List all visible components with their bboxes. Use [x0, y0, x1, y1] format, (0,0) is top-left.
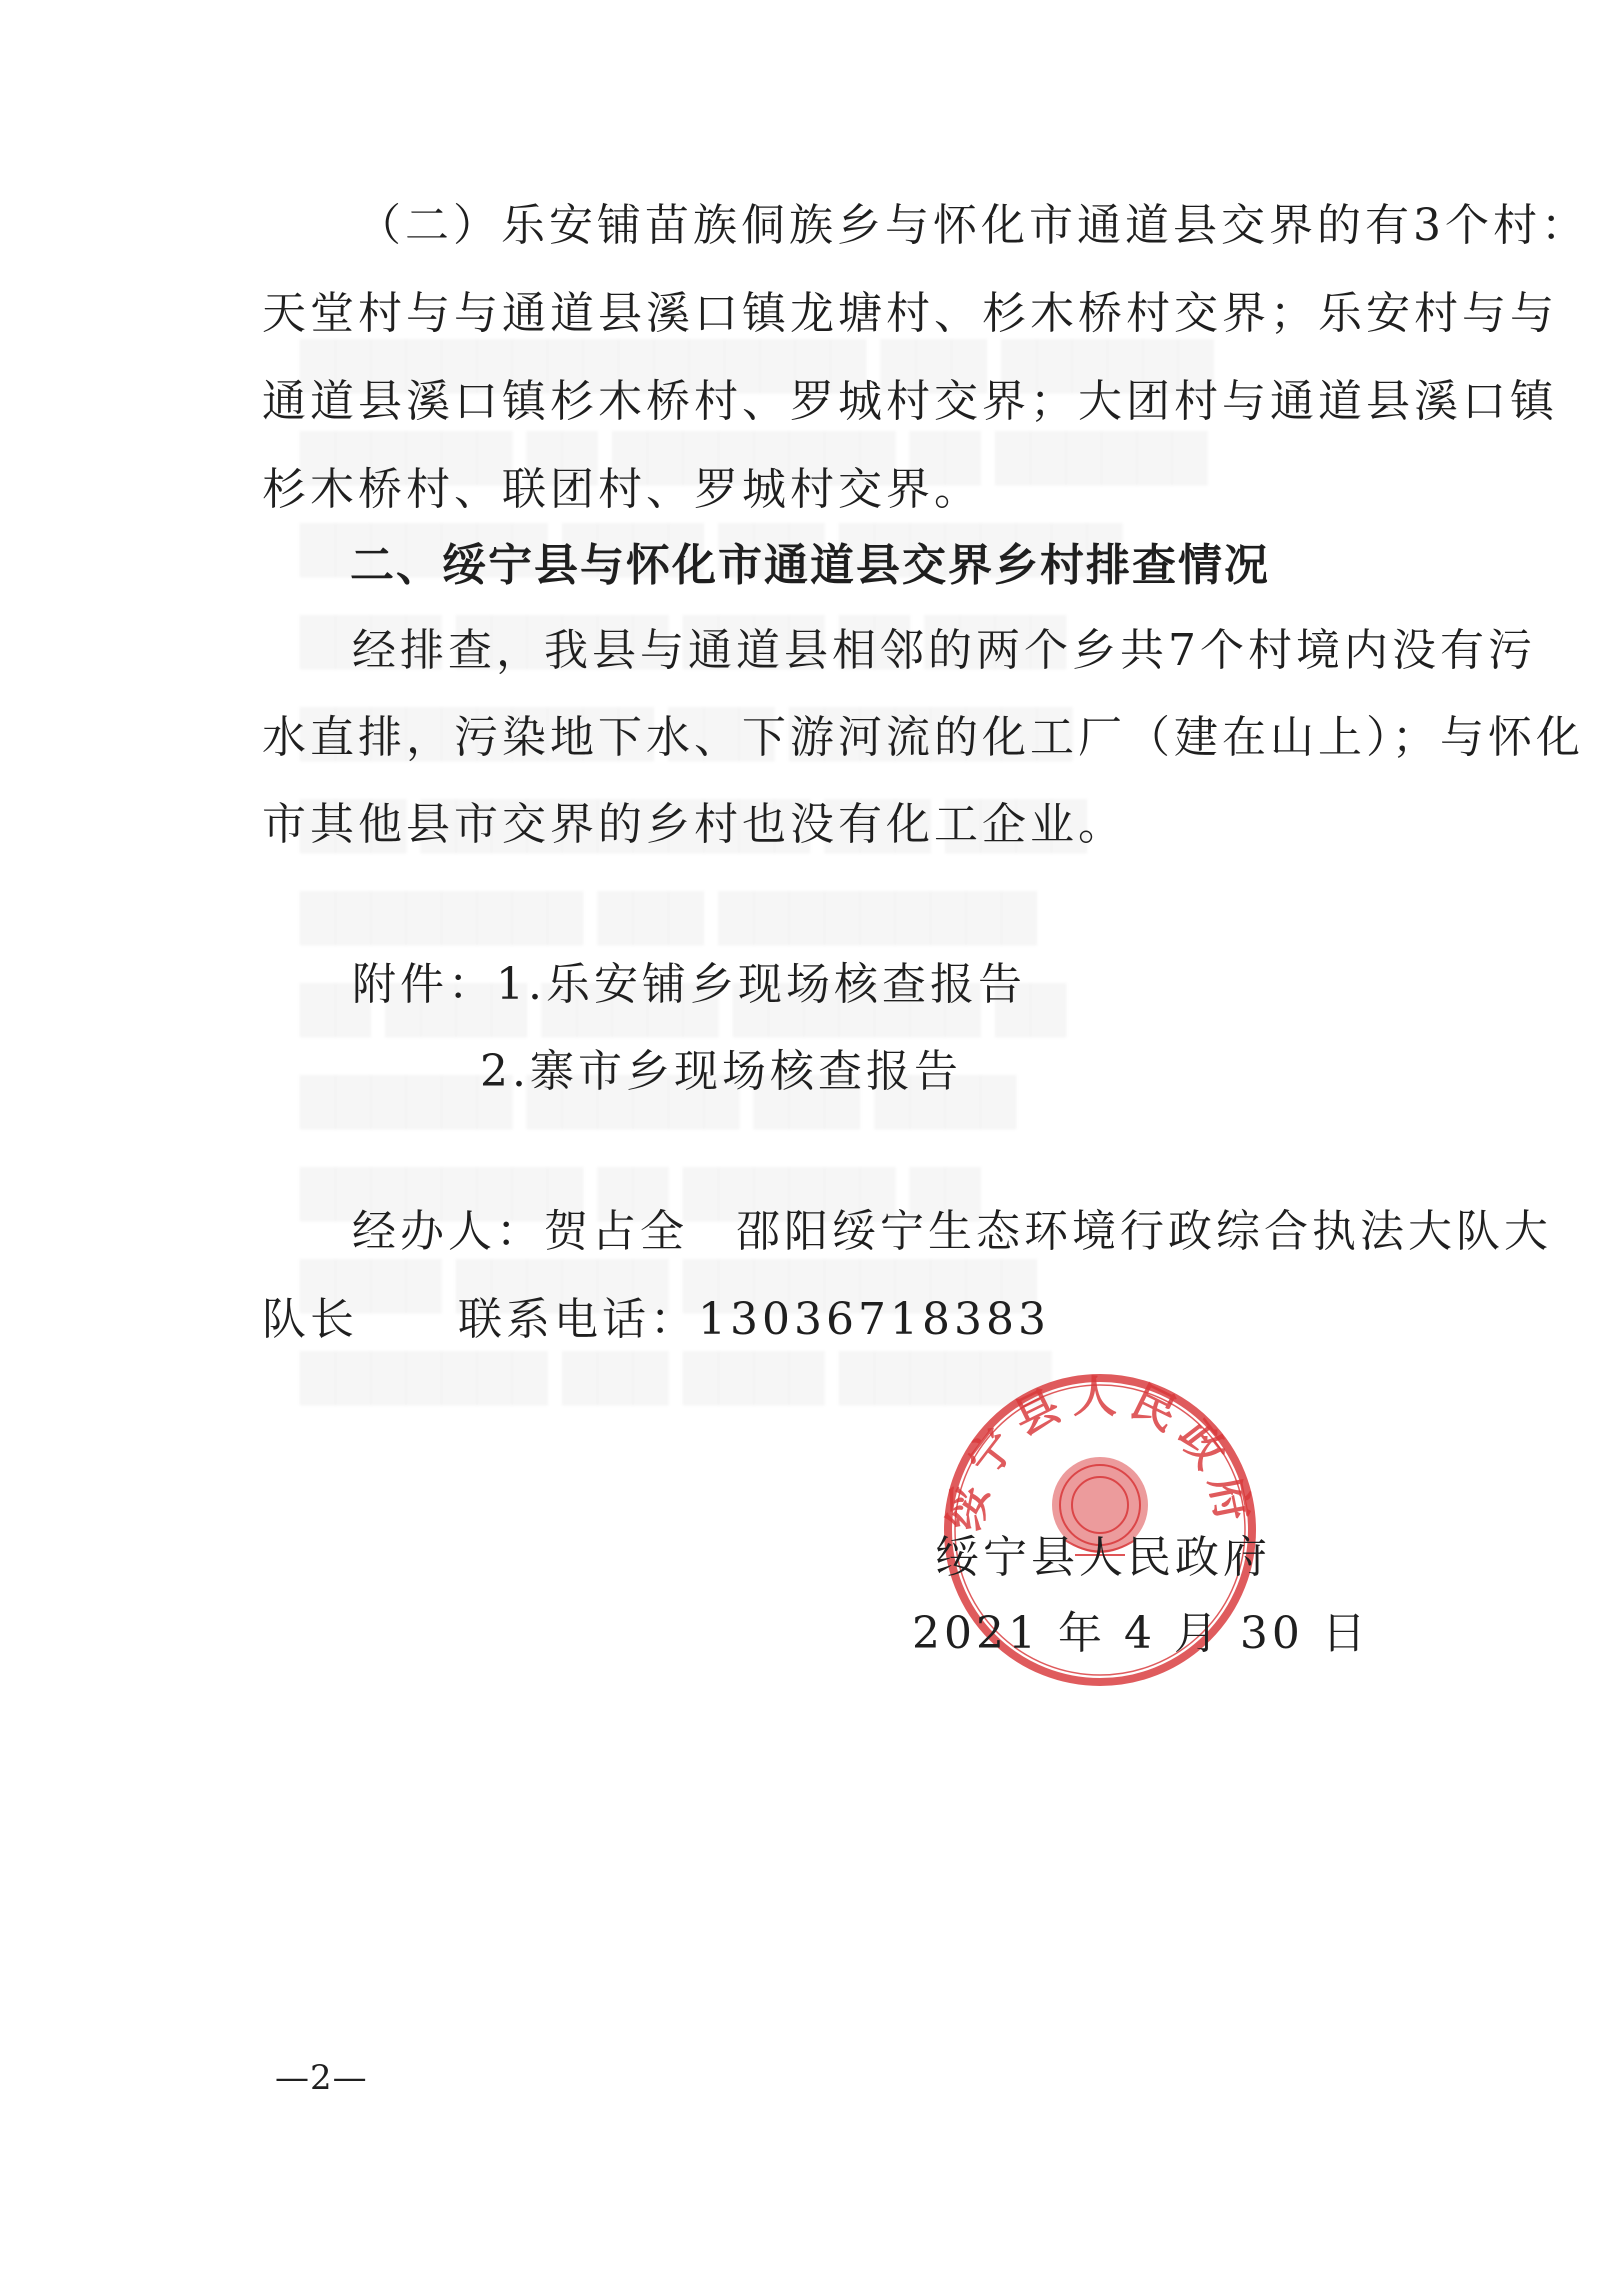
contact-line [262, 1290, 1050, 1350]
section-heading: 二、绥宁县与怀化市通道县交界乡村排查情况 [350, 540, 1270, 591]
paragraph-line: 杉木桥村、联团村、罗城村交界。 [262, 464, 982, 515]
contact-phone: 联系电话：13036718383 [458, 1294, 1050, 1345]
paragraph-line: 经排查，我县与通道县相邻的两个乡共7个村境内没有污 [352, 625, 1536, 676]
contact-line: 经办人：贺占全 邵阳绥宁生态环境行政综合执法大队大 [352, 1206, 1552, 1257]
attachment-item: 1.乐安铺乡现场核查报告 [496, 959, 1026, 1010]
paragraph-line: 通道县溪口镇杉木桥村、罗城村交界；大团村与通道县溪口镇 [262, 376, 1558, 427]
attachments-label: 附件： [352, 959, 496, 1010]
page-number: —2— [275, 2058, 368, 2098]
paragraph-line: 水直排，污染地下水、下游河流的化工厂（建在山上）；与怀化 [262, 712, 1584, 763]
seal-text: 绥宁县人民政府 [939, 1371, 1261, 1536]
signature-organization: 绥宁县人民政府 [935, 1532, 1271, 1583]
paragraph-line: （二）乐安铺苗族侗族乡与怀化市通道县交界的有3个村： [357, 200, 1589, 251]
paragraph-line: 市其他县市交界的乡村也没有化工企业。 [262, 799, 1126, 850]
attachment-item: 2.寨市乡现场核查报告 [480, 1046, 962, 1097]
attachments-line [352, 955, 1026, 1015]
signature-date: 2021 年 4 月 30 日 [912, 1608, 1370, 1659]
paragraph-line: 天堂村与与通道县溪口镇龙塘村、杉木桥村交界；乐安村与与 [262, 288, 1558, 339]
contact-title: 队长 [262, 1294, 358, 1345]
